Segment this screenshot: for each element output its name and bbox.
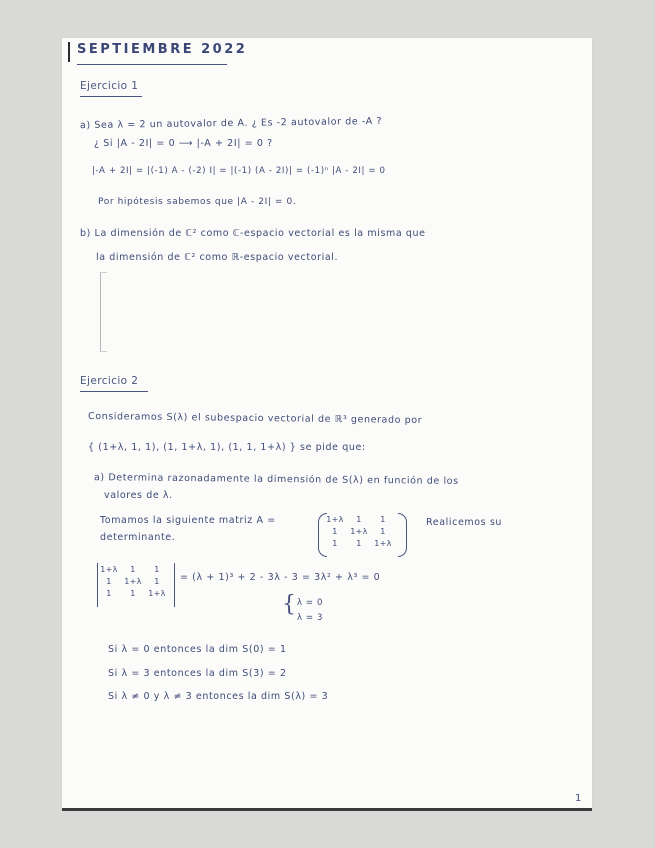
ex1-b-line1: b) La dimensión de ℂ² como ℂ-espacio vectorial es la misma que: [80, 228, 426, 239]
determinant-matrix: [100, 564, 166, 600]
matrix-A: [326, 514, 392, 550]
matrix-cell: 1: [356, 539, 362, 548]
ex2-a-line2: valores de λ.: [104, 490, 173, 501]
title-margin-bar: [68, 42, 70, 62]
ex2-matrix-line2: determinante.: [100, 532, 176, 543]
determinant-equation: = (λ + 1)³ + 2 - 3λ - 3 = 3λ² + λ³ = 0: [180, 572, 381, 583]
title-underline: [77, 64, 227, 65]
matrix-cell: 1: [130, 565, 136, 574]
matrix-cell: 1: [154, 565, 160, 574]
ex1-b-line2: la dimensión de ℂ² como ℝ-espacio vectorial.: [96, 252, 339, 263]
matrix-cell: 1+λ: [326, 515, 344, 524]
matrix-cell: 1: [332, 539, 338, 548]
matrix-cell: 1: [106, 577, 112, 586]
matrix-row: [326, 514, 392, 526]
ex1-a-line2: ¿ Si |A - 2I| = 0 ⟶ |-A + 2I| = 0 ?: [94, 138, 273, 149]
ex1-a-line1: a) Sea λ = 2 un autovalor de A. ¿ Es -2 autovalor de -A ?: [79, 115, 383, 132]
pencil-margin-mark: [100, 272, 107, 352]
matrix-cell: 1: [106, 589, 112, 598]
matrix-row: [100, 564, 166, 576]
matrix-cell: 1+λ: [100, 565, 118, 574]
matrix-cell: 1+λ: [350, 527, 368, 536]
matrix-cell: 1+λ: [148, 589, 166, 598]
matrix-row: [100, 576, 166, 588]
matrix-cell: 1: [130, 589, 136, 598]
sheet-bottom-edge: [62, 808, 592, 811]
exercise-1-heading: Ejercicio 1: [80, 80, 139, 92]
matrix-right-paren: [398, 513, 407, 557]
page-title: SEPTIEMBRE 2022: [77, 42, 248, 57]
matrix-row: [326, 538, 392, 550]
matrix-cell: 1: [356, 515, 362, 524]
ex2-intro-line2: { (1+λ, 1, 1), (1, 1+λ, 1), (1, 1, 1+λ) } se pide que:: [88, 442, 366, 453]
determinant-left-bar: [97, 563, 98, 607]
matrix-row: [326, 526, 392, 538]
solutions-brace: {: [282, 592, 296, 617]
solution-2: λ = 3: [297, 613, 323, 623]
solution-1: λ = 0: [297, 598, 323, 608]
page-number: 1: [575, 793, 582, 804]
matrix-cell: 1+λ: [124, 577, 142, 586]
ex2-matrix-line1: Tomamos la siguiente matriz A =: [100, 515, 276, 526]
exercise-2-heading: Ejercicio 2: [80, 375, 139, 387]
matrix-row: [100, 588, 166, 600]
ex2-intro-line1: Consideramos S(λ) el subespacio vectorial de ℝ³ generado por: [87, 410, 423, 427]
matrix-cell: 1: [332, 527, 338, 536]
matrix-cell: 1: [154, 577, 160, 586]
ex2-a-line1: a) Determina razonadamente la dimensión de S(λ) en función de los: [93, 472, 459, 487]
ex2-matrix-after: Realicemos su: [426, 517, 502, 528]
exercise-2-underline: [80, 391, 148, 392]
case-lambda-other: Si λ ≠ 0 y λ ≠ 3 entonces la dim S(λ) = 3: [108, 691, 329, 702]
case-lambda-3: Si λ = 3 entonces la dim S(3) = 2: [108, 668, 287, 679]
matrix-cell: 1+λ: [374, 539, 392, 548]
ex1-a-line3: |-A + 2I| = |(-1) A - (-2) I| = |(-1) (A - 2I)| = (-1)ⁿ |A - 2I| = 0: [92, 166, 386, 176]
exercise-1-underline: [80, 96, 142, 97]
case-lambda-0: Si λ = 0 entonces la dim S(0) = 1: [108, 644, 287, 655]
matrix-cell: 1: [380, 515, 386, 524]
matrix-cell: 1: [380, 527, 386, 536]
ex1-a-line4: Por hipótesis sabemos que |A - 2I| = 0.: [98, 197, 297, 207]
determinant-right-bar: [174, 563, 175, 607]
